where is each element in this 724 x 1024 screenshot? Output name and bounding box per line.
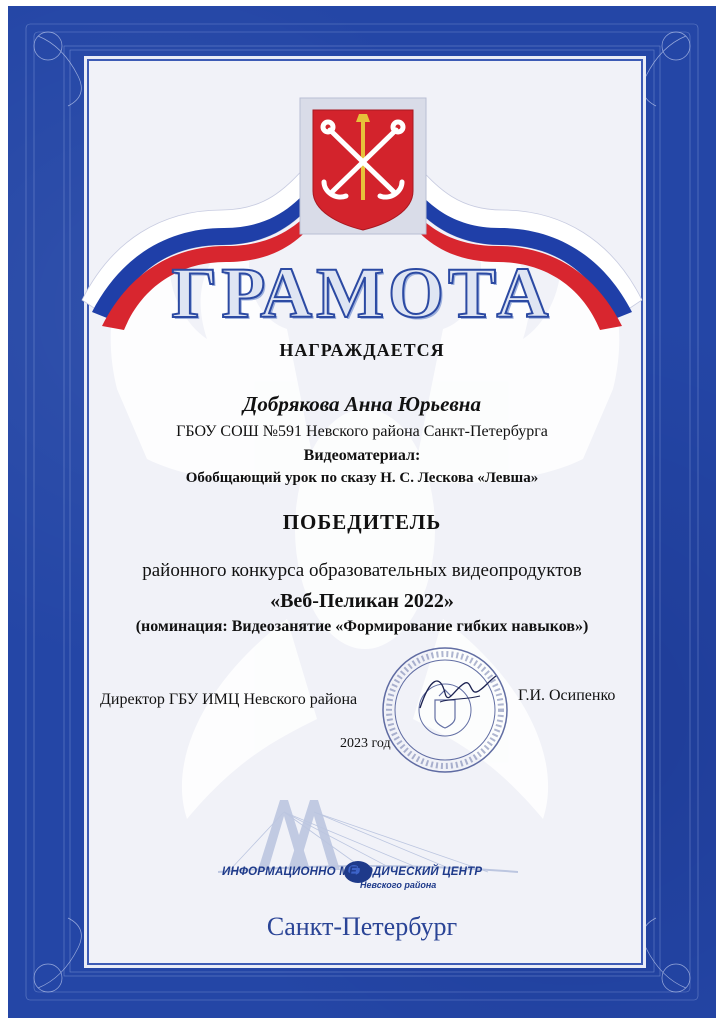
director-title: Директор ГБУ ИМЦ Невского района xyxy=(100,691,358,708)
certificate-title: ГРАМОТА xyxy=(171,253,553,333)
material-title: Обобщающий урок по сказу Н. С. Лескова «Левша» xyxy=(185,470,539,486)
contest-name: «Веб-Пеликан 2022» xyxy=(270,590,454,612)
imc-logo-name: ИНФОРМАЦИОННО МЕТОДИЧЕСКИЙ ЦЕНТР xyxy=(222,866,483,878)
contest-description: районного конкурса образовательных видеопродуктов xyxy=(142,560,582,581)
awarded-heading: НАГРАЖДАЕТСЯ xyxy=(279,340,445,360)
coat-of-arms-icon xyxy=(298,96,428,236)
material-label: Видеоматериал: xyxy=(303,447,421,464)
imc-logo-district: Невского района xyxy=(360,880,437,890)
director-name: Г.И. Осипенко xyxy=(518,687,616,704)
recipient-name: Добрякова Анна Юрьевна xyxy=(243,392,481,416)
nomination-text: (номинация: Видеозанятие «Формирование гибких навыков») xyxy=(135,618,589,635)
certificate-year: 2023 год xyxy=(340,736,391,751)
signature-icon xyxy=(410,668,500,718)
winner-heading: ПОБЕДИТЕЛЬ xyxy=(282,510,442,534)
recipient-school: ГБОУ СОШ №591 Невского района Санкт-Петербурга xyxy=(176,423,548,440)
city-name: Санкт-Петербург xyxy=(266,912,458,941)
